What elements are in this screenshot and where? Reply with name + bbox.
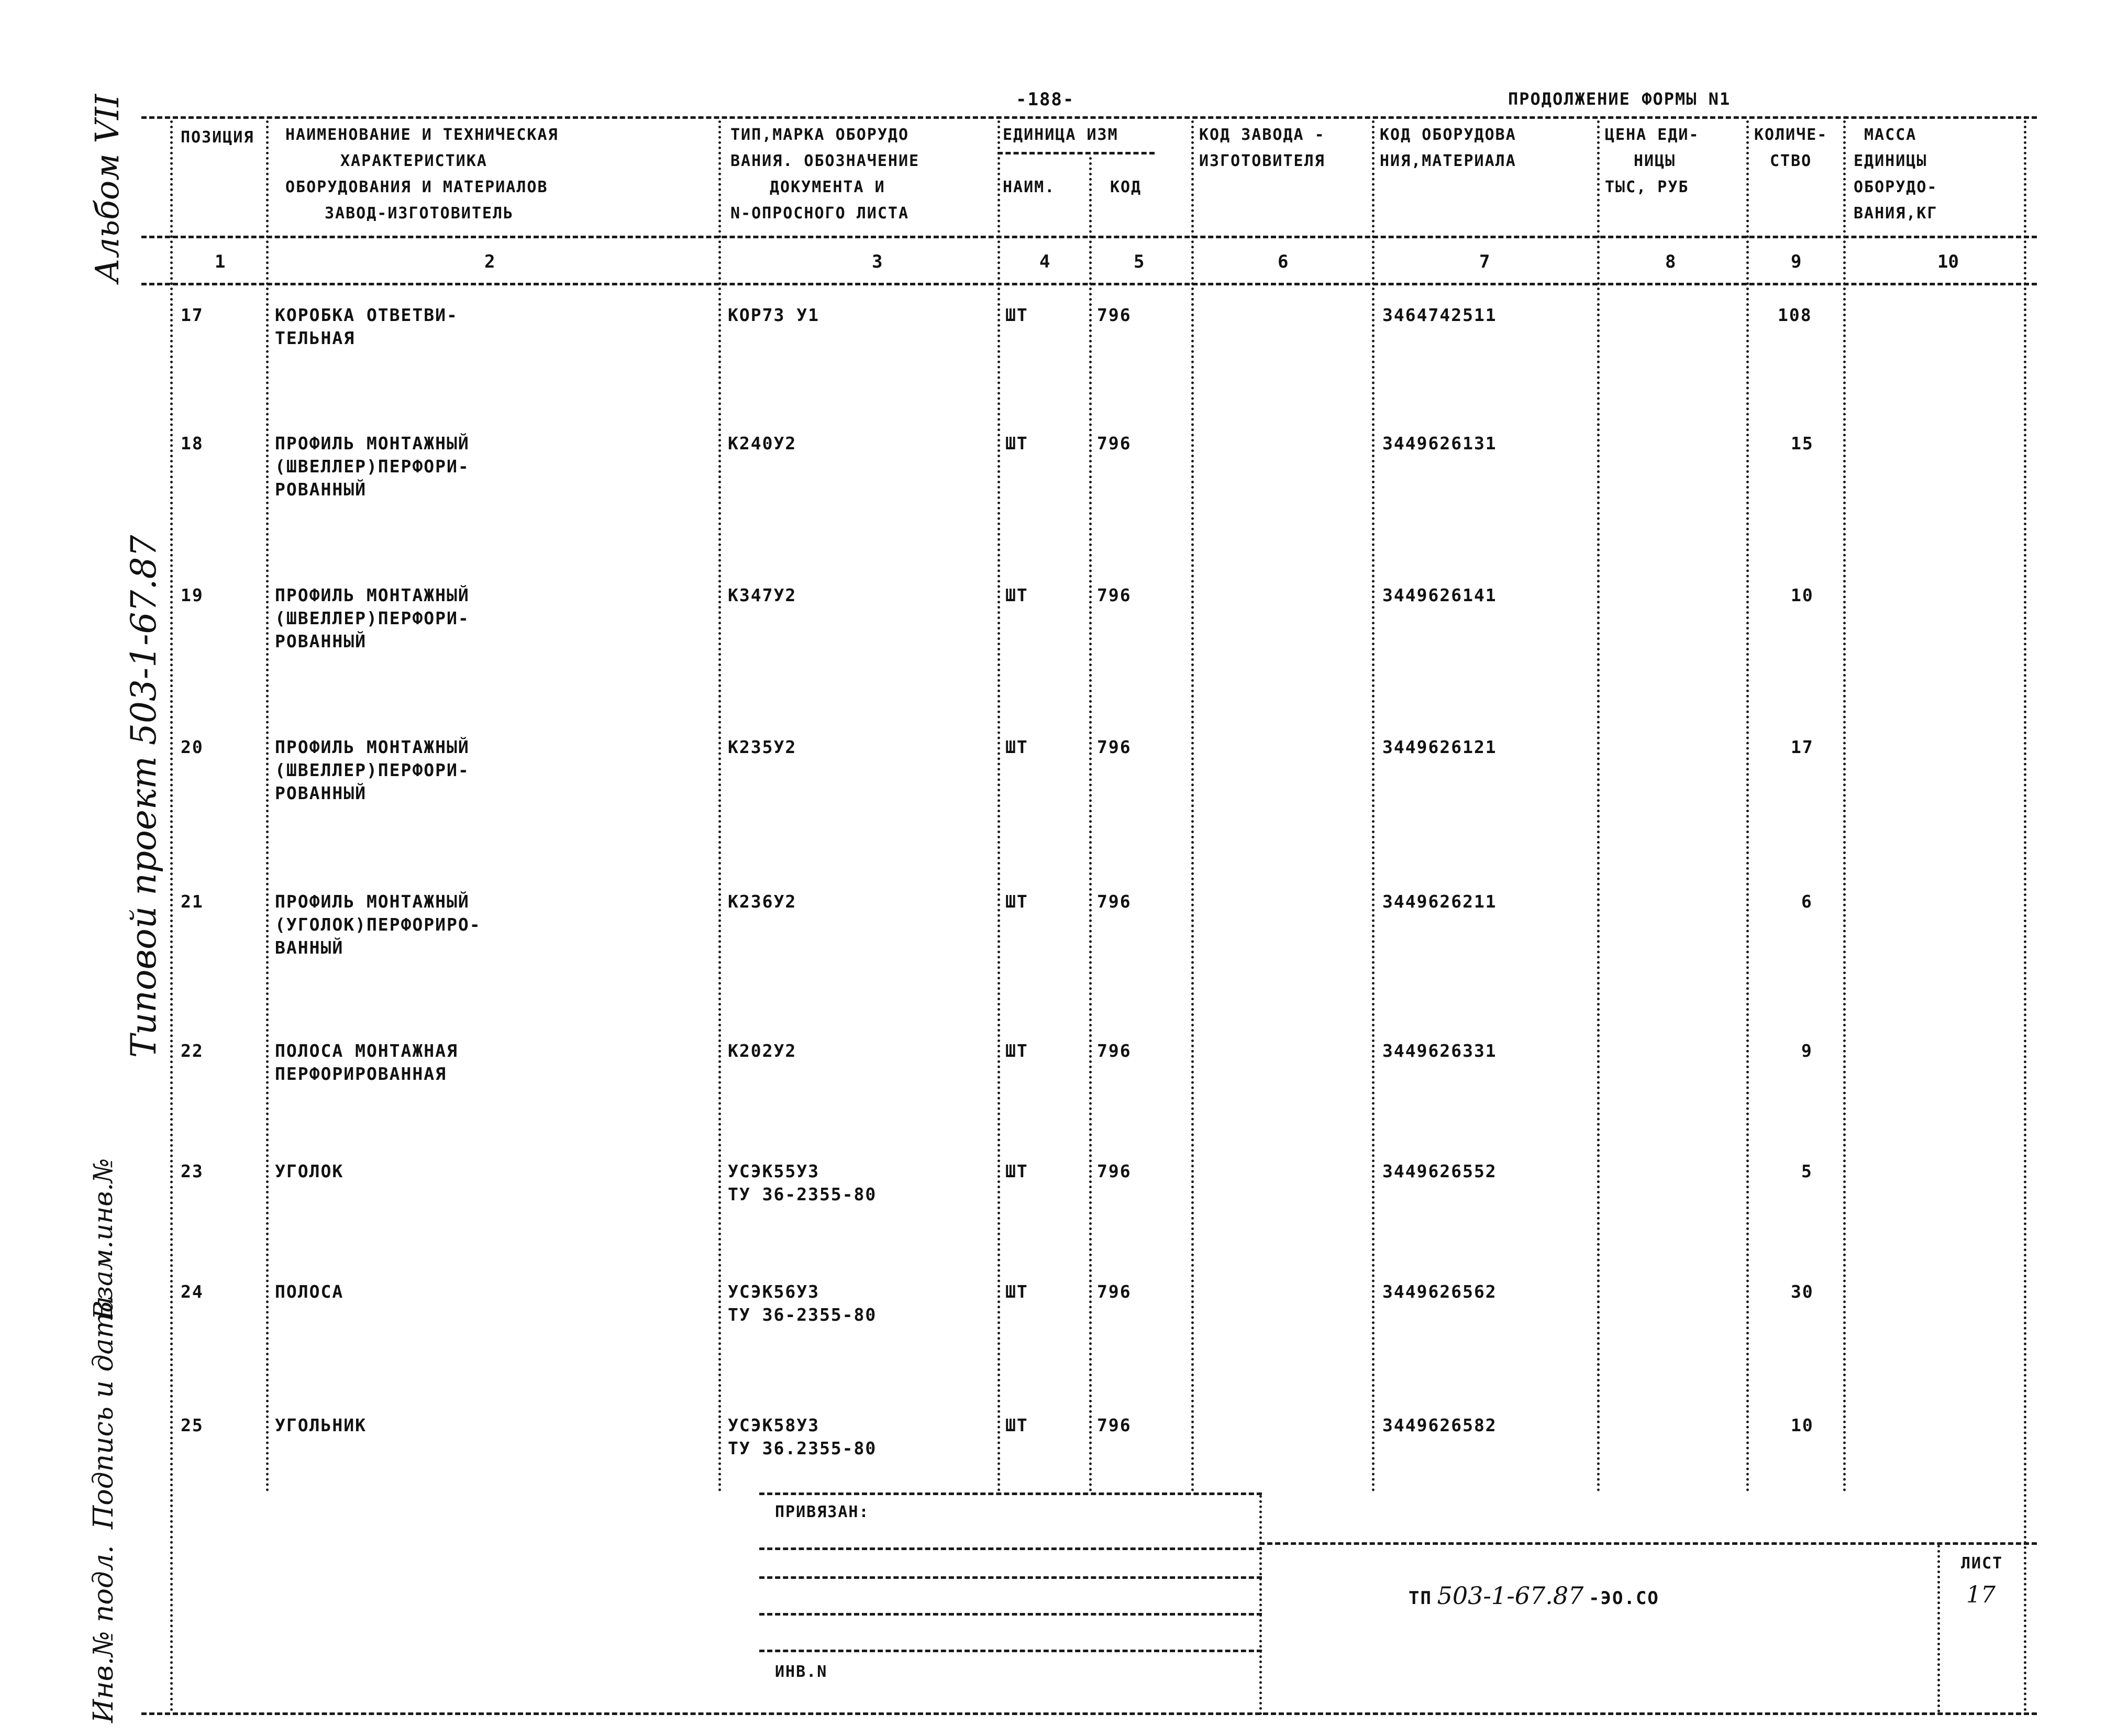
colnum-10: 10 [1937, 251, 1959, 272]
table-row [0, 432, 2106, 579]
row-name-line: ПРОФИЛЬ МОНТАЖНЫЙ [275, 891, 470, 912]
row-name-line: КОРОБКА ОТВЕТВИ- [275, 305, 458, 325]
sheet-label: ЛИСТ [1961, 1554, 2003, 1573]
row-qty: 30 [1791, 1281, 1814, 1302]
row-name-line: ПОЛОСА МОНТАЖНАЯ [275, 1041, 458, 1061]
hdr-mass-line4: ВАНИЯ,КГ [1854, 204, 1938, 223]
colnum-1: 1 [215, 251, 226, 272]
colnum-9: 9 [1791, 251, 1802, 272]
row-position: 19 [181, 585, 204, 605]
row-unit: ШТ [1005, 1281, 1028, 1302]
row-name-line: (УГОЛОК)ПЕРФОРИРО- [275, 914, 481, 935]
row-type: К347У2 [728, 585, 797, 605]
table-row [0, 1160, 2106, 1275]
row-qty: 10 [1791, 585, 1814, 605]
hdr-equip-code-line1: КОД ОБОРУДОВА [1380, 126, 1516, 144]
rule-unit-split [997, 152, 1155, 154]
row-unit-code: 796 [1097, 305, 1132, 325]
hdr-price-line2: НИЦЫ [1634, 152, 1676, 170]
row-equip-code: 3449626552 [1382, 1161, 1497, 1181]
side-inv: Инв.№ подл. [88, 1545, 119, 1723]
row-unit-code: 796 [1097, 1041, 1132, 1061]
hdr-name-line2: ХАРАКТЕРИСТИКА [340, 152, 487, 170]
side-project: Типовой проект 503-1-67.87 [124, 535, 164, 1058]
hdr-qty-line1: КОЛИЧЕ- [1754, 126, 1828, 144]
row-name-line: УГОЛОК [275, 1161, 344, 1181]
row-unit: ШТ [1005, 433, 1028, 454]
side-vzam: Взам.инв.№ [88, 1158, 118, 1320]
row-position: 22 [181, 1041, 204, 1061]
row-position: 23 [181, 1161, 204, 1181]
row-position: 25 [181, 1415, 204, 1435]
row-name-line: РОВАННЫЙ [275, 783, 367, 803]
row-name-line: (ШВЕЛЛЕР)ПЕРФОРИ- [275, 760, 470, 780]
row-name-line: РОВАННЫЙ [275, 479, 367, 500]
row-type: КОР73 У1 [728, 305, 819, 325]
row-type: УСЭК56У3 [728, 1281, 819, 1302]
row-type: К235У2 [728, 737, 797, 757]
row-type: К202У2 [728, 1041, 797, 1061]
colnum-4: 4 [1039, 251, 1050, 272]
row-unit: ШТ [1005, 737, 1028, 757]
row-unit: ШТ [1005, 1415, 1028, 1435]
row-qty: 6 [1801, 891, 1813, 912]
row-equip-code: 3449626211 [1382, 891, 1497, 912]
row-equip-code: 3449626141 [1382, 585, 1497, 605]
row-equip-code: 3449626131 [1382, 433, 1497, 454]
stamp-rule-right [1259, 1542, 2037, 1545]
row-name-line: РОВАННЫЙ [275, 631, 367, 651]
row-qty: 5 [1801, 1161, 1813, 1181]
table-row [0, 304, 2106, 450]
row-qty: 15 [1791, 433, 1814, 454]
row-unit: ШТ [1005, 305, 1028, 325]
doc-number: 503-1-67.87 [1437, 1582, 1584, 1610]
hdr-factory-code-line2: ИЗГОТОВИТЕЛЯ [1199, 152, 1325, 170]
doc-suffix: -ЭО.СО [1589, 1588, 1659, 1609]
row-qty: 10 [1791, 1415, 1814, 1435]
row-position: 21 [181, 891, 204, 912]
page-number: -188- [1016, 89, 1075, 110]
row-equip-code: 3449626331 [1382, 1041, 1497, 1061]
hdr-position: ПОЗИЦИЯ [181, 128, 254, 147]
hdr-name-line1: НАИМЕНОВАНИЕ И ТЕХНИЧЕСКАЯ [285, 126, 559, 144]
row-equip-code: 3464742511 [1382, 305, 1497, 325]
hdr-unit-name: НАИМ. [1003, 178, 1056, 196]
row-qty: 9 [1801, 1041, 1813, 1061]
row-position: 18 [181, 433, 204, 454]
table-row [0, 584, 2106, 731]
form-continuation: ПРОДОЛЖЕНИЕ ФОРМЫ N1 [1508, 89, 1731, 109]
hdr-type-line2: ВАНИЯ. ОБОЗНАЧЕНИЕ [730, 152, 920, 170]
colnum-2: 2 [484, 251, 495, 272]
row-unit-code: 796 [1097, 891, 1132, 912]
stamp-rule-4 [759, 1613, 1262, 1616]
row-unit-code: 796 [1097, 433, 1132, 454]
table-row [0, 1280, 2106, 1396]
row-unit-code: 796 [1097, 737, 1132, 757]
hdr-name-line4: ЗАВОД-ИЗГОТОВИТЕЛЬ [325, 204, 514, 223]
row-type: УСЭК55У3 [728, 1161, 819, 1181]
row-unit-code: 796 [1097, 1161, 1132, 1181]
hdr-mass-line3: ОБОРУДО- [1854, 178, 1938, 196]
stamp-sep [1259, 1495, 1262, 1715]
side-sign: Подпись и дата [88, 1296, 119, 1529]
row-type: ТУ 36-2355-80 [728, 1304, 877, 1325]
hdr-qty-line2: СТВО [1770, 152, 1812, 170]
row-unit: ШТ [1005, 1041, 1028, 1061]
hdr-mass-line2: ЕДИНИЦЫ [1854, 152, 1927, 170]
stamp-rule-top [759, 1492, 1262, 1495]
stamp-rule-2 [759, 1547, 1262, 1550]
row-equip-code: 3449626121 [1382, 737, 1497, 757]
row-unit: ШТ [1005, 585, 1028, 605]
hdr-type-line3: ДОКУМЕНТА И [770, 178, 885, 196]
hdr-factory-code-line1: КОД ЗАВОДА - [1199, 126, 1325, 144]
table-row [0, 736, 2106, 882]
stamp-rule-3 [759, 1576, 1262, 1579]
table-row [0, 1414, 2106, 1477]
hdr-name-line3: ОБОРУДОВАНИЯ И МАТЕРИАЛОВ [285, 178, 548, 196]
colnum-7: 7 [1479, 251, 1490, 272]
table-row [0, 890, 2106, 1037]
row-unit: ШТ [1005, 891, 1028, 912]
row-qty: 17 [1791, 737, 1814, 757]
row-name-line: ПРОФИЛЬ МОНТАЖНЫЙ [275, 737, 470, 757]
row-name-line: ПРОФИЛЬ МОНТАЖНЫЙ [275, 585, 470, 605]
row-position: 24 [181, 1281, 204, 1302]
row-unit-code: 796 [1097, 1281, 1132, 1302]
side-album: Альбом VII [88, 94, 126, 283]
row-position: 17 [181, 305, 204, 325]
row-type: ТУ 36.2355-80 [728, 1438, 877, 1458]
colnum-6: 6 [1278, 251, 1289, 272]
row-name-line: (ШВЕЛЛЕР)ПЕРФОРИ- [275, 456, 470, 477]
row-type: УСЭК58У3 [728, 1415, 819, 1435]
row-equip-code: 3449626562 [1382, 1281, 1497, 1302]
colnum-3: 3 [872, 251, 883, 272]
stamp-privyazan: ПРИВЯЗАН: [775, 1503, 870, 1521]
hdr-equip-code-line2: НИЯ,МАТЕРИАЛА [1380, 152, 1516, 170]
row-unit-code: 796 [1097, 585, 1132, 605]
row-name-line: (ШВЕЛЛЕР)ПЕРФОРИ- [275, 608, 470, 628]
row-type: ТУ 36-2355-80 [728, 1184, 877, 1204]
stamp-document-number [1409, 1582, 1659, 1610]
stamp-rule-5 [759, 1650, 1262, 1652]
row-unit-code: 796 [1097, 1415, 1132, 1435]
row-name-line: ПОЛОСА [275, 1281, 344, 1302]
row-type: К240У2 [728, 433, 797, 454]
hdr-unit: ЕДИНИЦА ИЗМ [1003, 126, 1118, 144]
row-equip-code: 3449626582 [1382, 1415, 1497, 1435]
stamp-inv: ИНВ.N [775, 1663, 828, 1681]
row-position: 20 [181, 737, 204, 757]
hdr-price-line1: ЦЕНА ЕДИ- [1605, 126, 1700, 144]
doc-prefix: ТП [1409, 1588, 1432, 1609]
row-unit: ШТ [1005, 1161, 1028, 1181]
row-name-line: ПРОФИЛЬ МОНТАЖНЫЙ [275, 433, 470, 454]
rule-top [141, 116, 2037, 119]
hdr-type-line4: N-ОПРОСНОГО ЛИСТА [730, 204, 910, 223]
row-name-line: ТЕЛЬНАЯ [275, 328, 356, 348]
row-name-line: ПЕРФОРИРОВАННАЯ [275, 1064, 447, 1084]
row-name-line: ВАННЫЙ [275, 937, 344, 958]
hdr-price-line3: ТЫС, РУБ [1605, 178, 1689, 196]
row-type: К236У2 [728, 891, 797, 912]
row-name-line: УГОЛЬНИК [275, 1415, 367, 1435]
colnum-8: 8 [1665, 251, 1676, 272]
sheet-number: 17 [1966, 1582, 1996, 1608]
table-row [0, 1040, 2106, 1155]
hdr-mass-line1: МАССА [1864, 126, 1917, 144]
rule-bottom [141, 1712, 2037, 1715]
hdr-unit-code: КОД [1110, 178, 1142, 196]
row-qty: 108 [1778, 305, 1812, 325]
hdr-type-line1: ТИП,МАРКА ОБОРУДО [730, 126, 910, 144]
sheet-sep [1937, 1545, 1940, 1712]
colnum-5: 5 [1134, 251, 1145, 272]
